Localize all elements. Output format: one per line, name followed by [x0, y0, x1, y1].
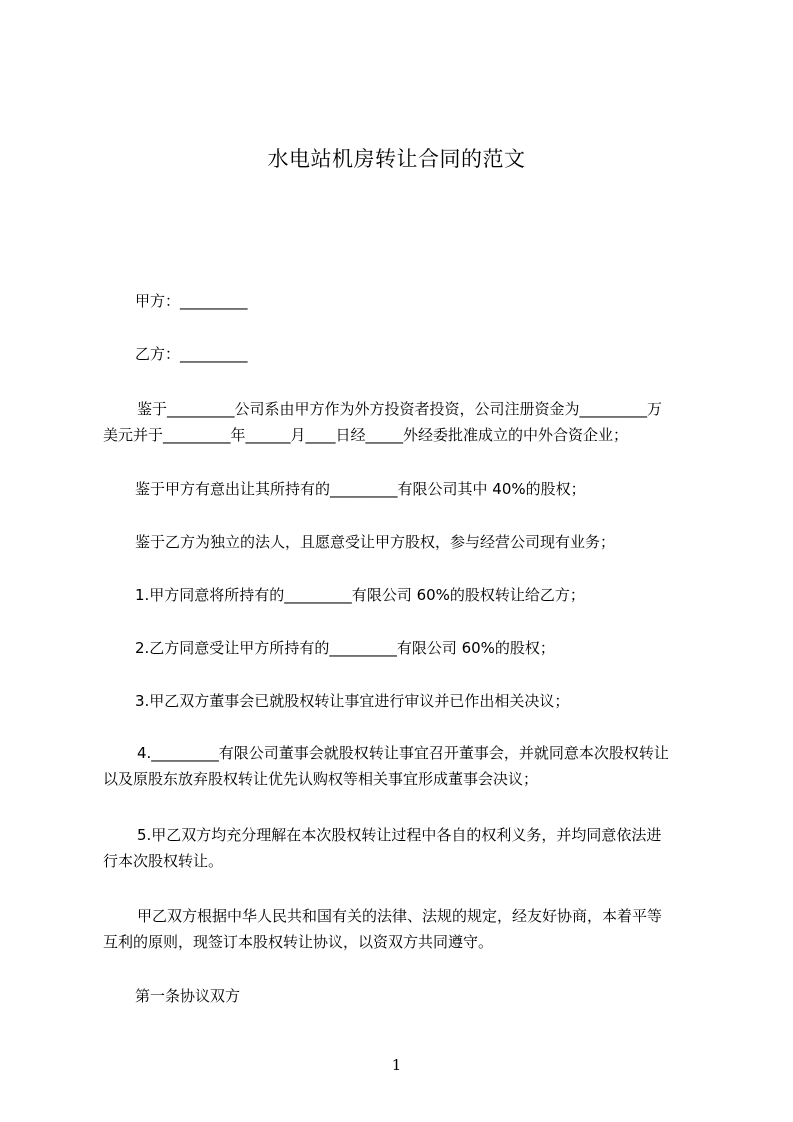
closing-paragraph-line-1: 甲乙双方根据中华人民共和国有关的法律、法规的规定，经友好协商，本着平等	[137, 907, 663, 925]
clause-item-4-line-2: 以及原股东放弃股权转让优先认购权等相关事宜形成董事会决议；	[103, 770, 539, 788]
recital-1	[103, 396, 737, 448]
recital-2: 鉴于甲方有意出让其所持有的_________有限公司其中 40%的股权；	[135, 480, 586, 498]
recital-1-line-1: 鉴于_________公司系由甲方作为外方投资者投资，公司注册资金为_________万	[137, 400, 663, 418]
clause-item-5	[103, 822, 737, 874]
article-1-heading: 第一条协议双方	[135, 987, 241, 1005]
page-number: 1	[391, 1056, 402, 1074]
clause-item-1: 1.甲方同意将所持有的_________有限公司 60%的股权转让给乙方；	[135, 586, 585, 604]
clause-item-5-line-1: 5.甲乙双方均充分理解在本次股权转让过程中各自的权利义务，并均同意依法进	[137, 826, 662, 844]
clause-item-2: 2.乙方同意受让甲方所持有的_________有限公司 60%的股权；	[135, 639, 555, 657]
party-a-line: 甲方：_________	[135, 292, 248, 310]
recital-1-line-2: 美元并于_________年______月____日经_____外经委批准成立的中外合资企业；	[103, 426, 629, 444]
clause-item-5-line-2: 行本次股权转让。	[103, 852, 224, 870]
closing-paragraph	[103, 903, 737, 955]
clause-item-4	[103, 740, 737, 792]
party-b-line: 乙方：_________	[135, 345, 248, 363]
clause-item-3: 3.甲乙双方董事会已就股权转让事宜进行审议并已作出相关决议；	[135, 692, 570, 710]
document-title: 水电站机房转让合同的范文	[267, 147, 526, 171]
recital-3: 鉴于乙方为独立的法人，且愿意受让甲方股权，参与经营公司现有业务；	[135, 533, 616, 551]
closing-paragraph-line-2: 互利的原则，现签订本股权转让协议，以资双方共同遵守。	[103, 933, 494, 951]
clause-item-4-line-1: 4._________有限公司董事会就股权转让事宜召开董事会，并就同意本次股权转让	[137, 744, 669, 762]
